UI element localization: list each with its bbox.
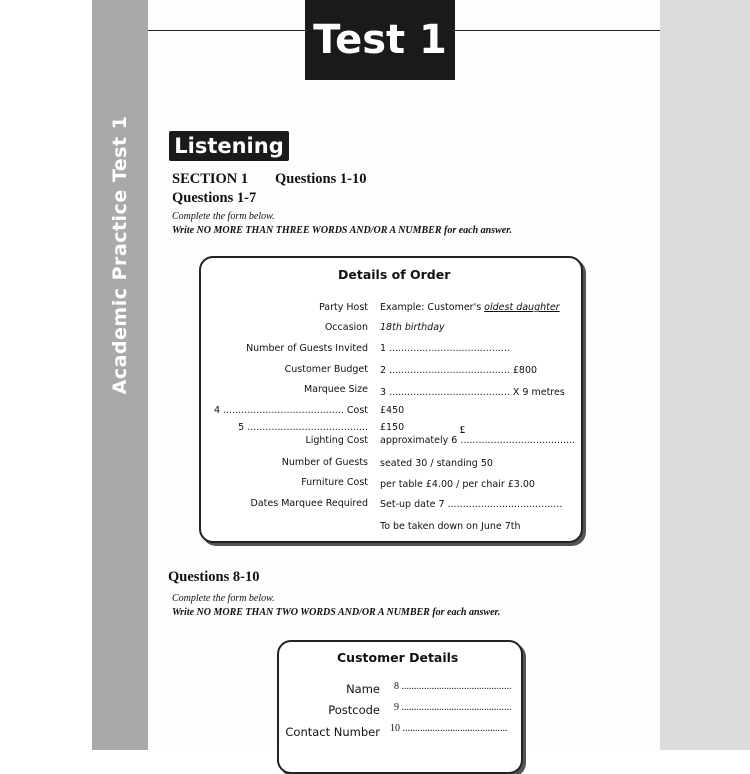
form-label: Contact Number: [285, 725, 380, 739]
form-label: Postcode: [328, 703, 380, 717]
form-label: Dates Marquee Required: [250, 498, 368, 509]
form-value: seated 30 / standing 50: [380, 458, 493, 469]
answer-blank-3[interactable]: 3 ........................................ X 9 metres: [380, 387, 565, 398]
answer-blank-9[interactable]: 9 ............................................: [394, 702, 512, 713]
sidebar-title: Academic Practice Test 1: [109, 115, 131, 395]
form-label: Marquee Size: [303, 384, 368, 395]
handwritten-pound-mark: £: [460, 425, 465, 436]
test-title: Test 1: [305, 0, 455, 80]
form-value: £150: [380, 422, 405, 433]
answer-blank-5[interactable]: 5 ........................................: [238, 422, 368, 433]
answer-blank-8[interactable]: 8 ............................................: [394, 681, 512, 692]
answer-blank-1[interactable]: 1 ........................................: [380, 343, 510, 354]
example-prefix: Example: Customer's: [380, 302, 485, 313]
form-label: Name: [346, 682, 380, 696]
section-badge: Listening: [169, 131, 289, 161]
part2-instruction-2: Write NO MORE THAN TWO WORDS AND/OR A NUMBER for each answer.: [172, 607, 501, 618]
form-value: [380, 302, 560, 313]
form-title: Customer Details: [337, 650, 459, 665]
form-label: Lighting Cost: [305, 435, 368, 446]
form-label: Party Host: [318, 302, 368, 313]
form-label: Customer Budget: [284, 364, 368, 375]
answer-blank-10[interactable]: 10 ..........................................: [390, 723, 508, 734]
part1-instruction-2: Write NO MORE THAN THREE WORDS AND/OR A NUMBER for each answer.: [172, 225, 513, 236]
form-label: Number of Guests: [281, 457, 368, 468]
section-questions: Questions 1-10: [275, 171, 367, 187]
part2-heading: Questions 8-10: [168, 569, 260, 585]
form-title: Details of Order: [338, 267, 451, 282]
form-label: Number of Guests Invited: [246, 343, 368, 354]
form-value: To be taken down on June 7th: [380, 521, 521, 532]
part1-instruction-1: Complete the form below.: [172, 211, 275, 222]
answer-blank-7[interactable]: Set-up date 7 ......................................: [380, 499, 563, 510]
form-value: per table £4.00 / per chair £3.00: [380, 479, 535, 490]
answer-blank-6[interactable]: approximately 6 ......................................: [380, 435, 576, 446]
form-value: 18th birthday: [380, 322, 445, 333]
form-label: Occasion: [324, 322, 368, 333]
scan-margin: [660, 0, 750, 750]
form-value: £450: [380, 405, 405, 416]
example-answer: oldest daughter: [484, 302, 560, 313]
part1-heading: Questions 1-7: [172, 190, 257, 206]
section-label: SECTION 1: [172, 171, 249, 187]
form-label: Furniture Cost: [301, 477, 368, 488]
answer-blank-2[interactable]: 2 ........................................ £800: [380, 365, 538, 376]
part2-instruction-1: Complete the form below.: [172, 593, 275, 604]
answer-blank-4[interactable]: 4 ........................................ Cost: [214, 405, 368, 416]
